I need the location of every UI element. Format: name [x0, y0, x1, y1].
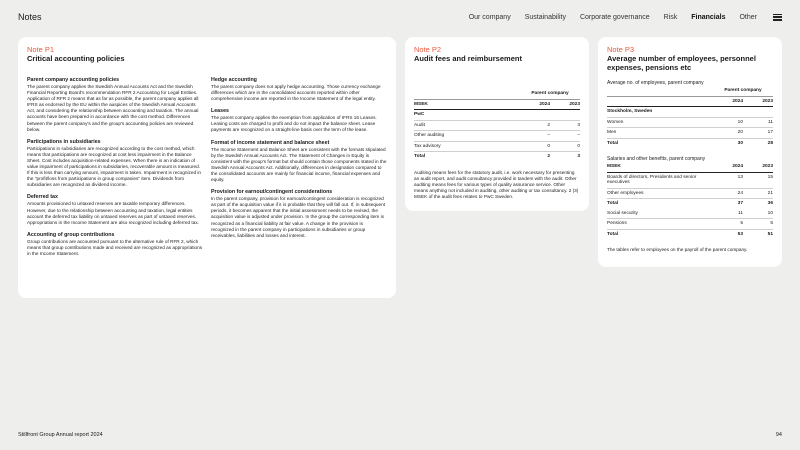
table-row: Boards of directors, Presidents and senior executives 13 15	[607, 172, 773, 188]
policy-section: Hedge accounting The parent company does not apply hedge accounting. Those currency exchange differences which are in the consolidated accounts reported within other comprehensive income are reported in the Income Statement of the legal entity.	[211, 77, 381, 102]
policy-section: Participations in subsidiaries Participations in subsidiaries are recognized according to the cost method, which means that participations are recognized at cost less impairment in the Balance Sheet. Cost includes acquisition-related expenses. When there is an indication of value impairment of participations in subsidiaries, recoverable amount is measured. If this is less than carrying amount, impairment is taken. Impairment is recognized in the "profit/loss from participations in group companies" item. Dividends from subsidiaries are recognized as dividend income.	[27, 138, 202, 188]
note-number: Note P1	[27, 45, 55, 54]
total-row: Total 30 28	[607, 138, 773, 148]
top-bar	[0, 0, 800, 34]
policy-section: Deferred tax Amounts provisioned to untaxed reserves are taxable temporary differences. However, due to the relationship between accounting and taxation, legal entities account the deferred tax liability on untaxed reserves as part of untaxed reserves. Appropriations in the Income Statement are also recognized including deferred tax.	[27, 194, 199, 225]
right-column	[211, 77, 387, 263]
table-row: Men 20 17	[607, 128, 773, 139]
policy-section: Provision for earnout/contingent considerations In the parent company, provision for earnout/contingent consideration is recognized as part of the acquisition value if it is probable that they will fall out. If, in subsequent periods, it becomes apparent that the initial assessment needs to be revised, the acquisition value is adjusted under provision. In the group the corresponding item is recognized as a financial liability at fair value. A change in the provision is recognized in the parent company in participations in subsidiaries or group receivables, liabilities and losses and interest.	[211, 189, 386, 238]
page-number: 94	[775, 432, 782, 438]
note-title: Audit fees and reimbursement	[414, 54, 522, 63]
employees-table: Parent company 2024 2023 Stockholm, Sweden Women 10 11 Men 20 17 Total 30 28	[607, 86, 773, 148]
table-row: Pensions 5 5	[607, 219, 773, 230]
table-row: Audit 2 3	[414, 120, 580, 131]
table-row: Other auditing – –	[414, 131, 580, 142]
salaries-table: MSEK 2024 2023 Boards of directors, Presidents and senior executives 13 15 Other employees 24 21 Total 37 36 Social security 11 10 Pensions 5 5 Total 53 51	[607, 162, 773, 239]
section-title: Notes	[18, 12, 42, 22]
audit-fees-table: Parent company MSEK 2024 2023 PwC Audit 2 3 Other auditing – – Tax advisory 0 0 Total 2 3	[414, 89, 580, 162]
nav-our-company[interactable]: Our company	[468, 13, 511, 21]
subtotal-row: Total 37 36	[607, 199, 773, 209]
policy-section: Format of income statement and balance sheet The Income Statement and Balance Sheet are consistent with the formats stipulated by the Swedish Annual Accounts Act. The Statement of Changes in Equity is consistent with the group's format but should contain those components stated in the Swedish Annual Accounts Act. Additionally, differences in designation compared to the consolidated accounts are mainly for financial income, financial expenses and equity.	[211, 139, 387, 183]
main-nav	[455, 14, 782, 21]
table-row: Tax advisory 0 0	[414, 141, 580, 152]
note-title: Average number of employees, personnel expenses, pensions etc	[607, 54, 756, 72]
total-row: Total 53 51	[607, 229, 773, 239]
nav-corporate-governance[interactable]: Corporate governance	[579, 13, 650, 21]
policy-section: Parent company accounting policies The parent company applies the Swedish Annual Accounts Act and the Swedish Financial Reporting Board's recommendation RFR 2 Accounting for Legal Entities. Application of RFR 2 means that as far as possible, the parent company applies all IFRS as endorsed by the EU within the auspices of the Swedish Annual Accounts Act, and considering the relationship between accounting and taxation. The annual accounts have been prepared in accordance with the cost method. Differences between the parent company's and the group's accounting policies are reviewed below.	[27, 77, 199, 132]
policy-section: Leases The parent company applies the exemption from application of IFRS 16 Leases. Leasing costs are charged to profit and do not impact the balance sheet. Lease payments are recognized on a straight-line basis over the term of the lease.	[211, 108, 377, 133]
note-p2-card	[405, 37, 589, 211]
policy-section: Accounting of group contributions Group contributions are accounted pursuant to the alternative rule of RFR 2, which means that group contributions made and received are recognized as appropriations in the Income Statement.	[27, 231, 203, 256]
total-row: Total 2 3	[414, 152, 580, 162]
note-p3-card	[598, 37, 782, 267]
audit-fees-note: Auditing means fees for the statutory audit, i.e. work necessary for presenting an audit report, and audit consultancy provided in tandem with the audit. Other auditing means fees for various types of quality assurance service. Other means anything not included in auditing, other auditing or tax consultancy. 2 (3) MSEK of the audit fees relates to PwC Sweden.	[414, 169, 579, 199]
table-caption: Salaries and other benefits, parent company	[607, 156, 706, 162]
note-number: Note P2	[414, 45, 442, 54]
hamburger-menu-icon[interactable]	[773, 14, 782, 21]
left-column	[27, 77, 203, 263]
table-row: Social security 11 10	[607, 209, 773, 219]
table-caption: Average no. of employees, parent company	[607, 80, 704, 86]
nav-financials[interactable]: Financials	[691, 13, 726, 21]
nav-risk[interactable]: Risk	[663, 13, 678, 21]
note-title: Critical accounting policies	[27, 54, 125, 63]
nav-other[interactable]: Other	[739, 13, 757, 21]
employees-note: The tables refer to employees on the payroll of the parent company.	[607, 247, 748, 252]
note-p1-card	[18, 37, 396, 298]
note-number: Note P3	[607, 45, 635, 54]
nav-sustainability[interactable]: Sustainability	[524, 13, 566, 21]
report-name: Stillfront Group Annual report 2024	[18, 432, 103, 438]
table-row: Women 10 11	[607, 117, 773, 128]
table-row: Other employees 24 21	[607, 188, 773, 199]
